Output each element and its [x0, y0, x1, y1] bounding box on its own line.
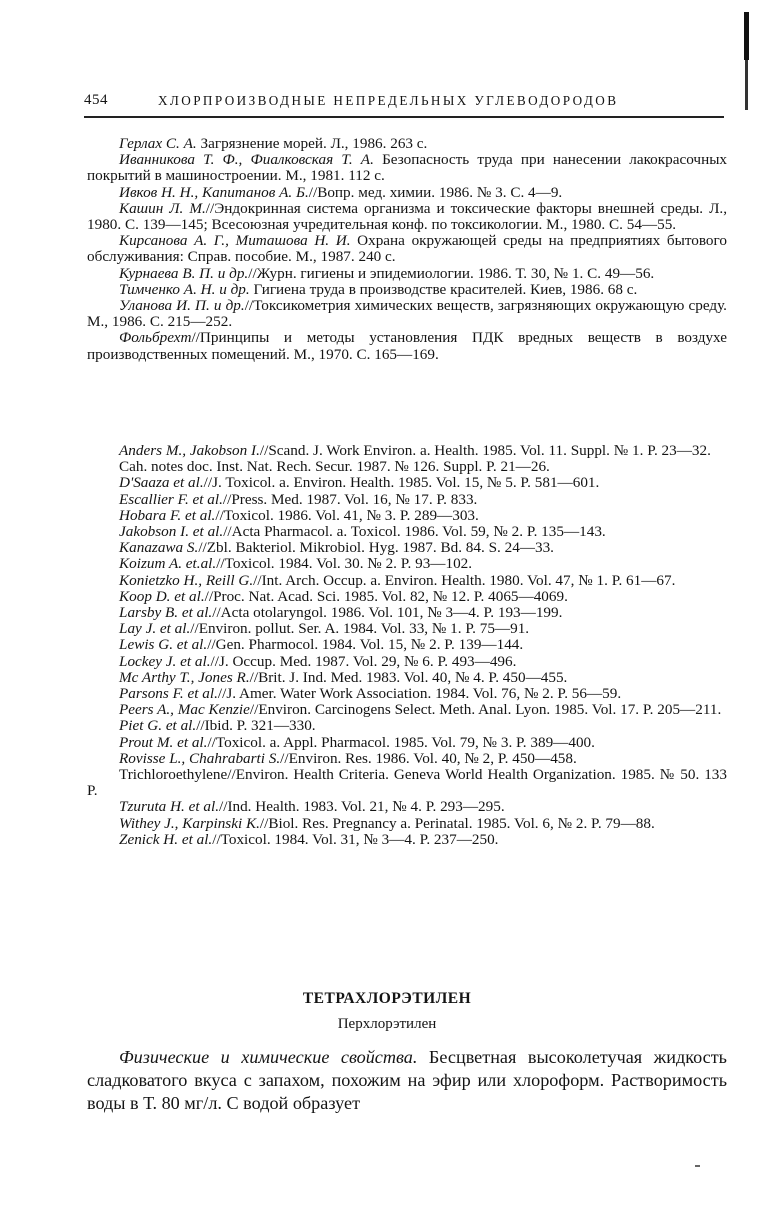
reference-authors: Иванникова Т. Ф., Фиалковская Т. А.	[119, 151, 374, 169]
section-title: ТЕТРАХЛОРЭТИЛЕН	[302, 990, 472, 1007]
reference-text: //J. Occup. Med. 1987. Vol. 29, № 6. P. 493—496.	[210, 652, 517, 670]
reference-authors: Jakobson I. et al.	[119, 523, 224, 541]
reference-entry	[87, 556, 727, 572]
reference-text: //Журн. гигиены и эпидемиологии. 1986. Т. 30, № 1. С. 49—56.	[248, 264, 655, 282]
reference-authors: Koop D. et al.	[119, 587, 205, 605]
reference-entry	[87, 621, 727, 637]
reference-authors: Фольбрехт	[119, 329, 192, 347]
reference-authors: Anders M., Jakobson I.	[119, 442, 260, 459]
reference-text: Охрана окружающей среды на предприятиях бытового обслуживания: Справ. пособие. М., 1987. 240 с.	[87, 232, 727, 266]
reference-authors: Piet G. et al.	[119, 717, 197, 735]
reference-entry	[87, 298, 727, 330]
reference-text: Загрязнение морей. Л., 1986. 263 с.	[196, 135, 428, 152]
reference-entry	[87, 686, 727, 702]
reference-text: //Press. Med. 1987. Vol. 16, № 17. P. 833.	[222, 490, 478, 508]
reference-text: //J. Amer. Water Work Association. 1984. Vol. 76, № 2. P. 56—59.	[217, 685, 622, 703]
reference-text: //Environ. pollut. Ser. A. 1984. Vol. 33, № 1. P. 75—91.	[190, 620, 530, 638]
reference-text: Cah. notes doc. Inst. Nat. Rech. Secur. 1987. № 126. Suppl. P. 21—26.	[119, 458, 550, 476]
reference-authors: Уланова И. П. и др.	[119, 297, 245, 315]
reference-entry	[87, 573, 727, 589]
references-foreign	[87, 443, 727, 848]
reference-text: //Environ. Carcinogens Select. Meth. Anal. Lyon. 1985. Vol. 17. P. 205—211.	[249, 701, 722, 719]
reference-entry	[87, 152, 727, 184]
reference-authors: Zenick H. et al.	[119, 830, 213, 848]
reference-authors: D'Saaza et al.	[119, 474, 204, 492]
running-title: ХЛОРПРОИЗВОДНЫЕ НЕПРЕДЕЛЬНЫХ УГЛЕВОДОРОДОВ	[158, 93, 619, 108]
print-speck	[695, 1165, 700, 1167]
reference-entry	[87, 767, 727, 799]
reference-authors: Tzuruta H. et al.	[119, 798, 219, 816]
reference-entry	[87, 508, 727, 524]
reference-text: //Вопр. мед. химии. 1986. № 3. С. 4—9.	[308, 183, 563, 201]
reference-text: //Brit. J. Ind. Med. 1983. Vol. 40, № 4. P. 450—455.	[249, 668, 568, 686]
reference-text: //Принципы и методы установления ПДК вредных веществ в воздухе производственных помещений. М., 1970. С. 165—169.	[87, 329, 727, 363]
reference-entry	[87, 735, 727, 751]
reference-authors: Тимченко А. Н. и др.	[119, 280, 250, 298]
reference-text: //Toxicol. 1984. Vol. 31, № 3—4. P. 237—250.	[212, 830, 499, 848]
reference-text: //J. Toxicol. a. Environ. Health. 1985. Vol. 15, № 5. P. 581—601.	[203, 474, 600, 492]
reference-text: //Acta otolaryngol. 1986. Vol. 101, № 3—4. P. 193—199.	[212, 604, 563, 622]
paragraph-lead: Физические и химические свойства.	[119, 1047, 418, 1067]
reference-entry	[87, 637, 727, 653]
body-paragraph	[87, 1046, 727, 1115]
reference-authors: Kanazawa S.	[119, 539, 199, 557]
reference-text: //Toxicol. 1986. Vol. 41, № 3. P. 289—303.	[215, 506, 479, 524]
reference-text: //Эндокринная система организма и токсические факторы внешней среды. Л., 1980. С. 139—145; Всесоюзная учредительная конф. по токсикологии. М., 1980. С. 54—55.	[87, 199, 727, 234]
reference-authors: Lewis G. et al.	[119, 636, 208, 654]
reference-authors: Lockey J. et al.	[119, 652, 211, 670]
reference-entry	[87, 330, 727, 362]
reference-entry	[87, 832, 727, 848]
paragraph-text: Бесцветная высоколетучая жидкость сладковатого вкуса с запахом, похожим на эфир или хлороформ. Растворимость воды в Т. 80 мг/л. С водой образует	[87, 1047, 727, 1113]
reference-authors: Lay J. et al.	[119, 620, 191, 638]
reference-authors: Larsby B. et al.	[119, 604, 213, 622]
reference-entry	[87, 540, 727, 556]
reference-entry	[87, 654, 727, 670]
references-russian	[87, 136, 727, 363]
reference-authors: Peers A., Mac Kenzie	[119, 701, 250, 719]
reference-text: //Environ. Res. 1986. Vol. 40, № 2, P. 450—458.	[280, 749, 577, 767]
reference-authors: Rovisse L., Chahrabarti S.	[119, 749, 281, 767]
reference-authors: Prout M. et al.	[119, 733, 208, 751]
reference-authors: Hobara F. et al.	[119, 506, 216, 524]
reference-entry	[87, 443, 727, 459]
reference-text: //Scand. J. Work Environ. a. Health. 1985. Vol. 11. Suppl. № 1. P. 23—32.	[259, 442, 711, 459]
reference-authors: Parsons F. et al.	[119, 685, 218, 703]
reference-entry	[87, 816, 727, 832]
reference-entry	[87, 266, 727, 282]
section-subtitle: Перхлорэтилен	[337, 1016, 437, 1032]
reference-text: Trichloroethylene//Environ. Health Criteria. Geneva World Health Organization. 1985. № 50. 133 P.	[87, 766, 727, 800]
reference-authors: Ивков Н. Н., Капитанов А. Б.	[119, 183, 309, 201]
reference-authors: Герлах С. А.	[119, 135, 197, 152]
reference-text: //Токсикометрия химических веществ, загрязняющих окружающую среду. М., 1986. С. 215—252.	[87, 297, 727, 331]
reference-entry	[87, 670, 727, 686]
reference-entry	[87, 136, 727, 152]
reference-authors: Кашин Л. М.	[119, 199, 206, 217]
reference-entry	[87, 605, 727, 621]
reference-entry	[87, 282, 727, 298]
reference-text: //Acta Pharmacol. a. Toxicol. 1986. Vol. 59, № 2. P. 135—143.	[223, 523, 606, 541]
reference-text: //Zbl. Bakteriol. Mikrobiol. Hyg. 1987. Bd. 84. S. 24—33.	[198, 539, 554, 557]
reference-entry	[87, 201, 727, 233]
reference-text: //Ind. Health. 1983. Vol. 21, № 4. P. 293—295.	[219, 798, 505, 816]
reference-authors: Konietzko H., Reill G.	[119, 571, 254, 589]
page-header	[84, 92, 724, 114]
reference-text: Гигиена труда в производстве красителей. Киев, 1986. 68 с.	[249, 280, 638, 298]
reference-authors: Withey J., Karpinski K.	[119, 814, 260, 832]
reference-text: //Toxicol. a. Appl. Pharmacol. 1985. Vol. 79, № 3. P. 389—400.	[207, 733, 595, 751]
reference-entry	[87, 718, 727, 734]
reference-authors: Кирсанова А. Г., Миташова Н. И.	[119, 232, 351, 250]
reference-authors: Escallier F. et al.	[119, 490, 223, 508]
reference-text: Безопасность труда при нанесении лакокрасочных покрытий в машиностроении. М., 1981. 112 с.	[87, 151, 727, 185]
reference-text: //Ibid. P. 321—330.	[196, 717, 316, 735]
page-number: 454	[84, 92, 108, 108]
reference-authors: Koizum A. et.al.	[119, 555, 217, 573]
reference-entry	[87, 475, 727, 491]
reference-text: //Proc. Nat. Acad. Sci. 1985. Vol. 82, № 12. P. 4065—4069.	[204, 587, 568, 605]
section-body	[87, 1046, 727, 1115]
reference-authors: Mc Arthy T., Jones R.	[119, 668, 250, 686]
reference-text: //Int. Arch. Occup. a. Environ. Health. 1980. Vol. 47, № 1. P. 61—67.	[253, 571, 676, 589]
page-edge-mark	[744, 12, 749, 60]
reference-text: //Biol. Res. Pregnancy a. Perinatal. 1985. Vol. 6, № 2. P. 79—88.	[259, 814, 655, 832]
reference-entry	[87, 702, 727, 718]
page-edge-mark-lower	[745, 60, 748, 110]
reference-authors: Курнаева В. П. и др.	[119, 264, 249, 282]
header-rule	[84, 116, 724, 118]
reference-entry	[87, 185, 727, 201]
reference-entry	[87, 524, 727, 540]
reference-entry	[87, 589, 727, 605]
reference-entry	[87, 799, 727, 815]
reference-entry	[87, 492, 727, 508]
reference-entry	[87, 233, 727, 265]
reference-entry	[87, 459, 727, 475]
reference-entry	[87, 751, 727, 767]
reference-text: //Gen. Pharmocol. 1984. Vol. 15, № 2. P. 139—144.	[207, 636, 524, 654]
reference-text: //Toxicol. 1984. Vol. 30. № 2. P. 93—102.	[216, 555, 473, 573]
